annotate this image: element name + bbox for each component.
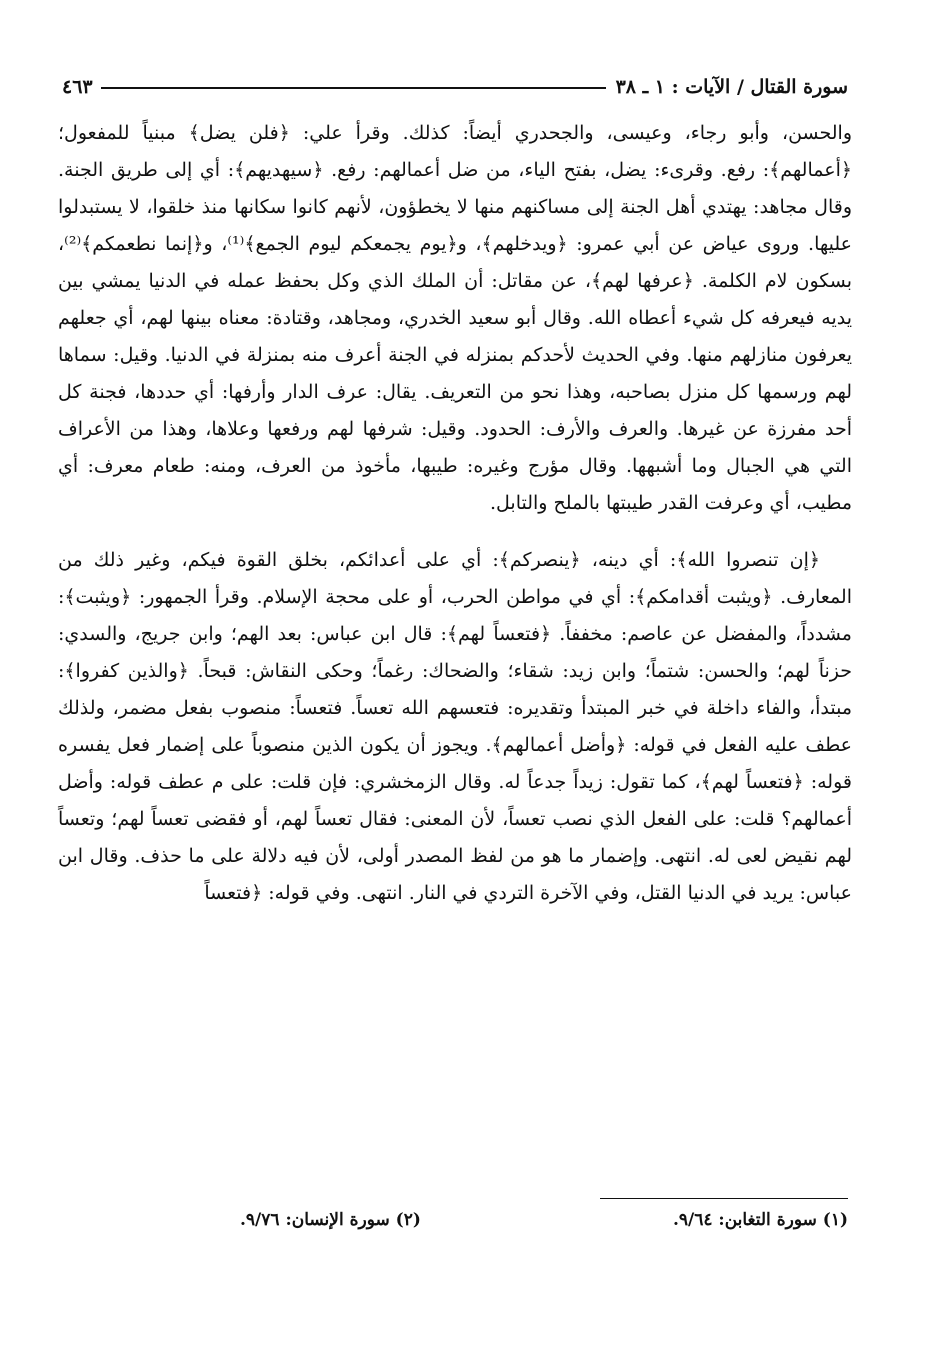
header-rule <box>101 87 606 89</box>
page-header <box>62 58 848 98</box>
paragraph: ﴿إن تنصروا الله﴾: أي دينه، ﴿ينصركم﴾: أي على أعدائكم، بخلق القوة فيكم، وغير ذلك من المعارف. ﴿ويثبت أقدامكم﴾: أي في مواطن الحرب، أو على محجة الإسلام. وقرأ الجمهور: ﴿ويثبت﴾: مشدداً، والمفضل عن عاصم: مخففاً. ﴿فتعساً لهم﴾: قال ابن عباس: بعد الهم؛ وابن جريج، والسدي: حزناً لهم؛ والحسن: شتماً؛ وابن زيد: شقاء؛ والضحاك: رغماً؛ وحكى النقاش: قبحاً. ﴿والذين كفروا﴾: مبتدأ، والفاء داخلة في خبر المبتدأ وتقديره: فتعسهم الله تعساً. فتعساً: منصوب بفعل مضمر، ولذلك عطف عليه الفعل في قوله: ﴿وأضل أعمالهم﴾. ويجوز أن يكون الذين منصوباً على إضمار فعل يفسره قوله: ﴿فتعساً لهم﴾، كما تقول: زيداً جدعاً له. وقال الزمخشري: فإن قلت: على م عطف قوله: وأضل أعمالهم؟ قلت: على الفعل الذي نصب تعساً، لأن المعنى: فقال تعساً لهم، أو فقضى تعساً لهم؛ وتعساً لهم نقيض لعى له. انتهى. وإضمار ما هو من لفظ المصدر أولى، لأن فيه دلالة على ما حذف. وقال ابن عباس: يريد في الدنيا القتل، وفي الآخرة التردي في النار. انتهى. وفي قوله: ﴿فتعساً <box>58 549 852 904</box>
footnote-2: (٢) سورة الإنسان: ٩/٧٦. <box>240 1210 421 1230</box>
paragraph: والحسن، وأبو رجاء، وعيسى، والجحدري أيضاً: كذلك. وقرأ علي: ﴿فلن يضل﴾ مبنياً للمفعول؛ ﴿أعمالهم﴾: رفع. وقرىء: يضل، بفتح الياء، من ضل أعمالهم: رفع. ﴿سيهديهم﴾: أي إلى طريق الجنة. وقال مجاهد: يهتدي أهل الجنة إلى مساكنهم منها لا يخطؤون، لأنهم كانوا سكانها منذ خلقوا، لا يستبدلوا عليها. وروى عياض عن أبي عمرو: ﴿ويدخلهم﴾، و﴿يوم يجمعكم ليوم الجمع﴾⁽¹⁾، و﴿إنما نطعمكم﴾⁽²⁾، بسكون لام الكلمة. ﴿عرفها لهم﴾، عن مقاتل: أن الملك الذي وكل بحفظ عمله في الدنيا يمشي بين يديه فيعرفه كل شيء أعطاه الله. وقال أبو سعيد الخدري، ومجاهد، وقتادة: معناه بينها لهم، أي جعلهم يعرفون منازلهم منها. وفي الحديث لأحدكم بمنزله في الجنة أعرف منه بمنزلة في الدنيا. وقيل: سماها لهم ورسمها كل منزل بصاحبه، وهذا نحو من التعريف. يقال: عرف الدار وأرفها: أي حددها، فجنة كل أحد مفرزة عن غيرها. والعرف والأرف: الحدود. وقيل: شرفها لهم ورفعها وعلاها، وهذا من الأعراف التي هي الجبال وما أشبهها. وقال مؤرج وغيره: طيبها، مأخوذ من العرف، ومنه: طعام معرف: أي مطيب، أي وعرفت القدر طيبتها بالملح والتابل. <box>58 122 852 514</box>
footnotes <box>240 1210 848 1230</box>
running-title: سورة القتال / الآيات : ١ ـ ٣٨ <box>615 76 848 98</box>
footnote-separator <box>600 1198 848 1199</box>
footnote-1: (١) سورة التغابن: ٩/٦٤. <box>672 1210 848 1230</box>
main-text <box>58 115 852 912</box>
page-number: ٤٦٣ <box>62 76 93 98</box>
